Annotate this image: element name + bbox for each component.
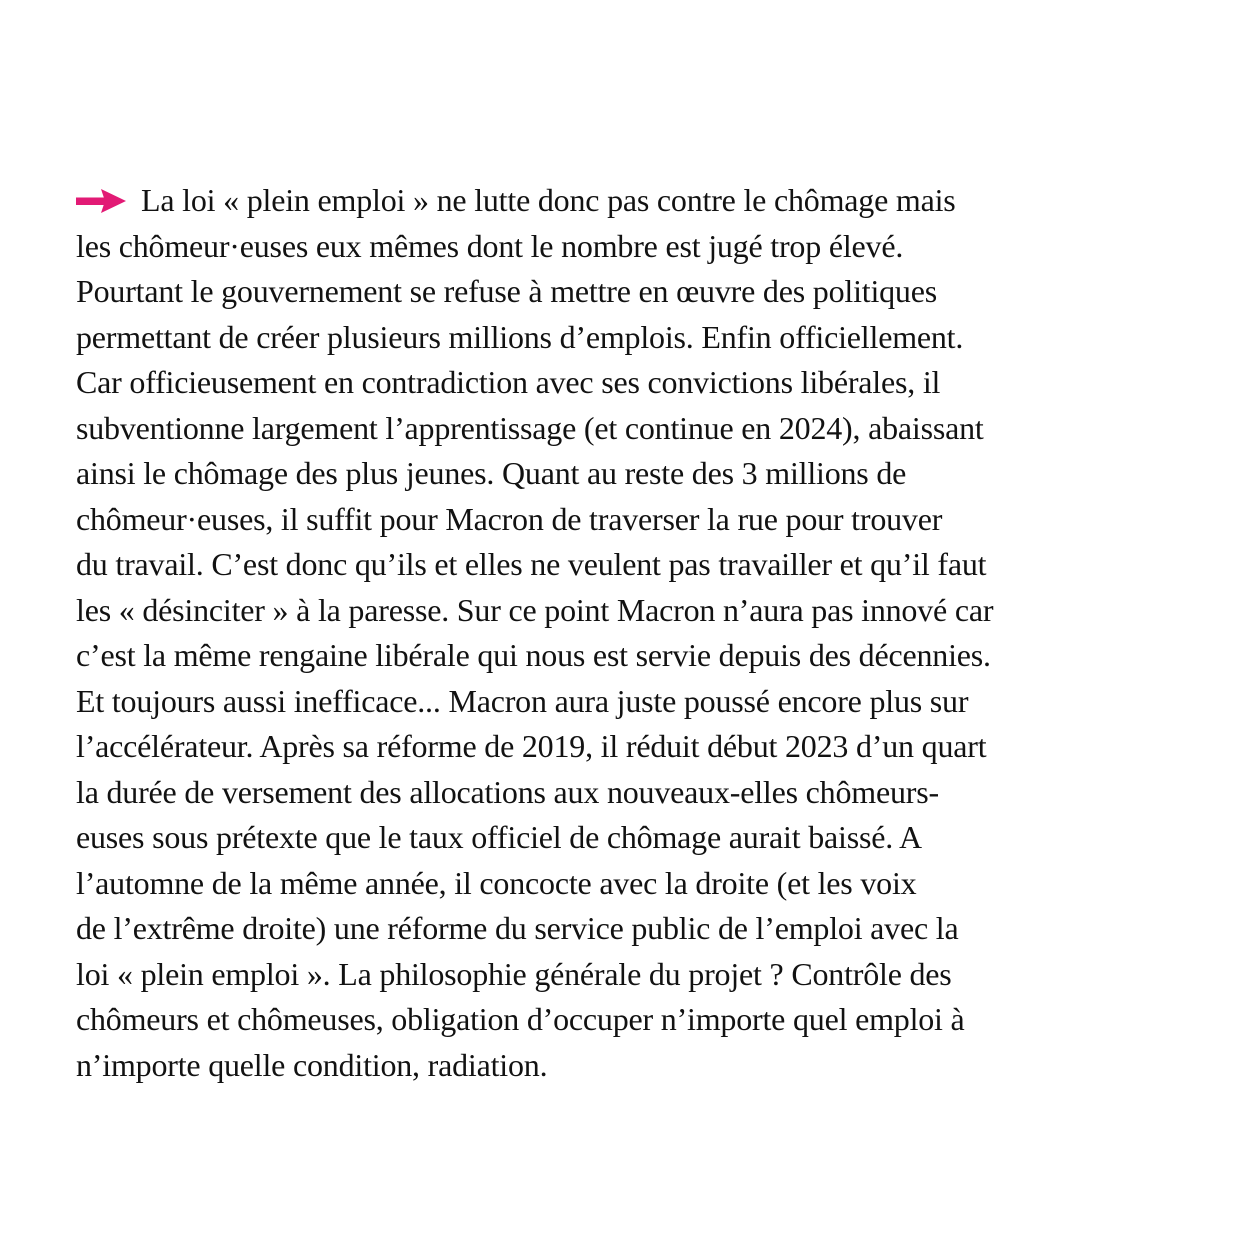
- right-arrow-icon: [76, 189, 126, 213]
- paragraph: [76, 178, 1176, 1088]
- text-line-content: loi « plein emploi ». La philosophie générale du projet ? Contrôle des: [76, 955, 952, 992]
- text-line-content: Car officieusement en contradiction avec ses convictions libérales, il: [76, 364, 941, 400]
- text-line-content: chômeur·euses, il suffit pour Macron de traverser la rue pour trouver: [76, 500, 943, 537]
- text-line-content: n’importe quelle condition, radiation.: [76, 1046, 548, 1083]
- text-line: [76, 542, 1176, 588]
- text-line-content: c’est la même rengaine libérale qui nous est servie depuis des décennies.: [76, 637, 991, 673]
- text-line-content: l’automne de la même année, il concocte avec la droite (et les voix: [76, 864, 917, 901]
- text-line: [76, 315, 1176, 361]
- text-line-content: du travail. C’est donc qu’ils et elles ne veulent pas travailler et qu’il faut: [76, 546, 987, 582]
- text-line-content: ainsi le chômage des plus jeunes. Quant au reste des 3 millions de: [76, 455, 907, 491]
- text-line-content: chômeurs et chômeuses, obligation d’occuper n’importe quel emploi à: [76, 1001, 965, 1037]
- text-line: [76, 770, 1176, 816]
- text-line: [76, 224, 1176, 270]
- text-line: [76, 679, 1176, 725]
- text-line-content: l’accélérateur. Après sa réforme de 2019, il réduit début 2023 d’un quart: [76, 728, 987, 764]
- text-line-content: de l’extrême droite) une réforme du service public de l’emploi avec la: [76, 910, 959, 946]
- text-line: [76, 633, 1176, 679]
- text-line: [76, 906, 1176, 952]
- text-line: [76, 360, 1176, 406]
- text-line: [76, 815, 1176, 861]
- text-line: [76, 588, 1176, 634]
- text-line: [76, 178, 1176, 224]
- text-line: [76, 451, 1176, 497]
- text-line: [76, 952, 1176, 998]
- text-line-content: permettant de créer plusieurs millions d’emplois. Enfin officiellement.: [76, 318, 964, 355]
- text-line: [76, 997, 1176, 1043]
- text-line-content: les chômeur·euses eux mêmes dont le nombre est jugé trop élevé.: [76, 227, 904, 264]
- text-line: [76, 861, 1176, 907]
- text-line-content: subventionne largement l’apprentissage (et continue en 2024), abaissant: [76, 409, 984, 446]
- text-line: [76, 724, 1176, 770]
- text-line-content: La loi « plein emploi » ne lutte donc pas contre le chômage mais: [141, 182, 956, 218]
- text-line-content: Et toujours aussi inefficace... Macron aura juste poussé encore plus sur: [76, 682, 969, 719]
- text-line-content: la durée de versement des allocations aux nouveaux-elles chômeurs-: [76, 773, 939, 810]
- text-line-content: euses sous prétexte que le taux officiel de chômage aurait baissé. A: [76, 819, 922, 855]
- text-line-content: Pourtant le gouvernement se refuse à mettre en œuvre des politiques: [76, 273, 937, 309]
- text-line: [76, 269, 1176, 315]
- text-line: [76, 497, 1176, 543]
- text-line: [76, 1043, 1176, 1089]
- text-line: [76, 406, 1176, 452]
- text-line-content: les « désinciter » à la paresse. Sur ce point Macron n’aura pas innové car: [76, 591, 994, 628]
